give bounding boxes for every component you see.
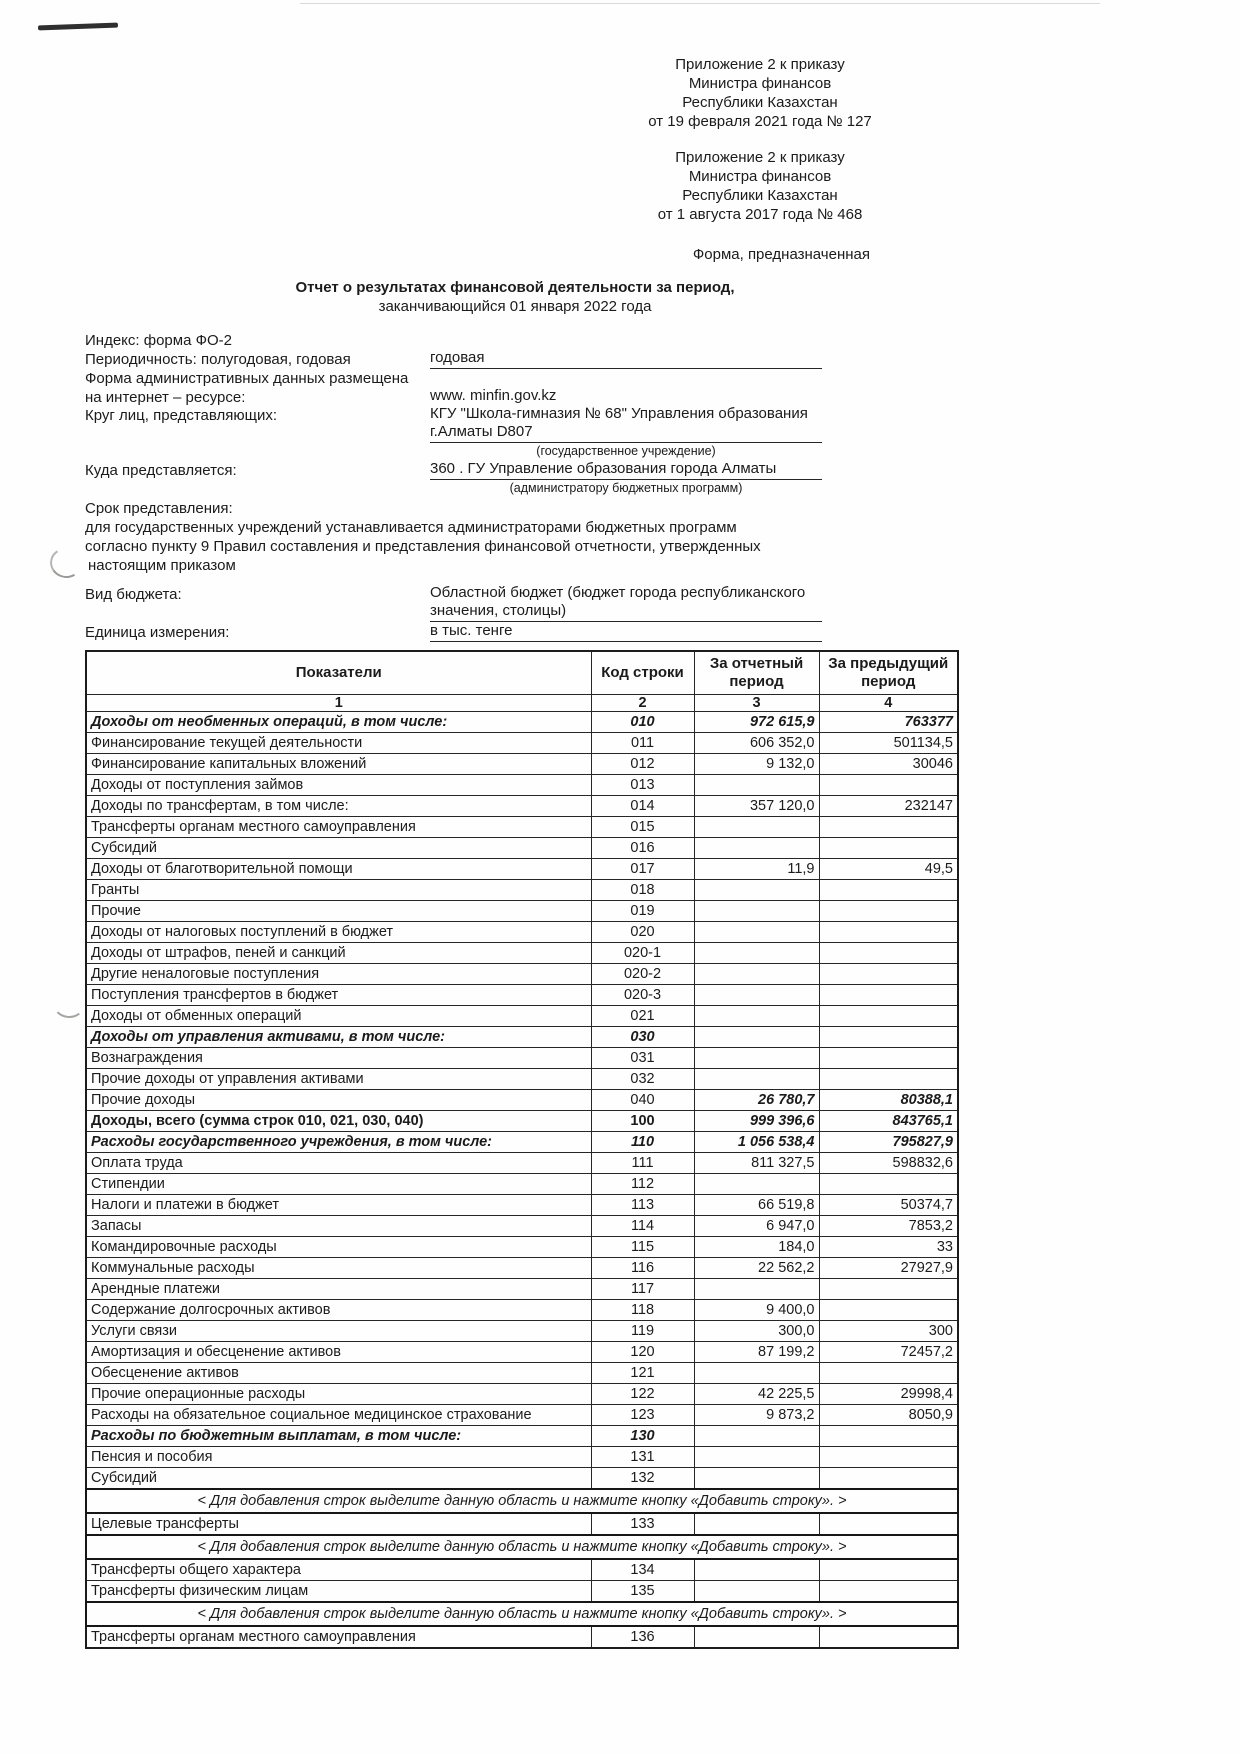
row-current-value: 184,0	[694, 1237, 819, 1258]
row-current-value: 87 199,2	[694, 1342, 819, 1363]
row-code: 120	[591, 1342, 694, 1363]
row-current-value: 11,9	[694, 859, 819, 880]
table-row	[86, 754, 958, 775]
col-header-code: Код строки	[591, 651, 694, 695]
table-row	[86, 1027, 958, 1048]
add-row-hint: < Для добавления строк выделите данную область и нажмите кнопку «Добавить строку». >	[86, 1535, 958, 1559]
row-previous-value: 30046	[819, 754, 958, 775]
row-current-value	[694, 1069, 819, 1090]
table-row	[86, 1384, 958, 1405]
table-row	[86, 1174, 958, 1195]
row-label: Трансферты физическим лицам	[86, 1581, 591, 1603]
row-label: Субсидий	[86, 1468, 591, 1490]
row-label: Прочие	[86, 901, 591, 922]
financial-table	[85, 650, 959, 1649]
row-label: Амортизация и обесценение активов	[86, 1342, 591, 1363]
row-code: 117	[591, 1279, 694, 1300]
row-current-value	[694, 1581, 819, 1603]
form-note: Форма, предназначенная	[692, 246, 870, 263]
table-row	[86, 1300, 958, 1321]
meta-periodicity-value: годовая	[430, 348, 822, 369]
row-label: Вознаграждения	[86, 1048, 591, 1069]
row-code: 118	[591, 1300, 694, 1321]
appendix-2	[590, 148, 930, 224]
appendix-line: от 19 февраля 2021 года № 127	[648, 113, 872, 130]
row-code: 017	[591, 859, 694, 880]
row-label: Командировочные расходы	[86, 1237, 591, 1258]
row-previous-value: 843765,1	[819, 1111, 958, 1132]
table-row	[86, 922, 958, 943]
meta-budget-value-line1: Областной бюджет (бюджет города республиканского	[430, 584, 806, 601]
add-row-band	[86, 1602, 958, 1626]
row-previous-value	[819, 1069, 958, 1090]
table-row	[86, 1426, 958, 1447]
add-row-hint: < Для добавления строк выделите данную область и нажмите кнопку «Добавить строку». >	[86, 1602, 958, 1626]
row-previous-value: 232147	[819, 796, 958, 817]
row-label: Гранты	[86, 880, 591, 901]
row-label: Содержание долгосрочных активов	[86, 1300, 591, 1321]
meta-placement-line1: Форма административных данных размещена	[85, 370, 409, 387]
table-row	[86, 796, 958, 817]
table-row	[86, 1468, 958, 1490]
row-label: Трансферты общего характера	[86, 1559, 591, 1581]
row-current-value	[694, 964, 819, 985]
row-code: 020-1	[591, 943, 694, 964]
row-label: Доходы по трансфертам, в том числе:	[86, 796, 591, 817]
table-row	[86, 838, 958, 859]
row-label: Доходы от поступления займов	[86, 775, 591, 796]
table-row	[86, 1048, 958, 1069]
row-code: 100	[591, 1111, 694, 1132]
table-row	[86, 1513, 958, 1535]
table-row	[86, 1279, 958, 1300]
row-label: Прочие доходы от управления активами	[86, 1069, 591, 1090]
row-previous-value: 795827,9	[819, 1132, 958, 1153]
row-code: 122	[591, 1384, 694, 1405]
meta-deadline-line2: согласно пункту 9 Правил составления и представления финансовой отчетности, утвержденных	[85, 538, 761, 555]
row-current-value	[694, 1363, 819, 1384]
row-code: 123	[591, 1405, 694, 1426]
row-previous-value: 27927,9	[819, 1258, 958, 1279]
appendix-line: Республики Казахстан	[682, 187, 838, 204]
row-previous-value: 8050,9	[819, 1405, 958, 1426]
row-previous-value	[819, 1626, 958, 1648]
row-current-value	[694, 943, 819, 964]
row-code: 132	[591, 1468, 694, 1490]
row-label: Доходы от обменных операций	[86, 1006, 591, 1027]
row-code: 135	[591, 1581, 694, 1603]
row-current-value: 22 562,2	[694, 1258, 819, 1279]
row-previous-value	[819, 1300, 958, 1321]
meta-circle-caption: (государственное учреждение)	[536, 444, 716, 458]
row-label: Трансферты органам местного самоуправления	[86, 1626, 591, 1648]
row-previous-value	[819, 985, 958, 1006]
row-previous-value	[819, 838, 958, 859]
row-current-value: 9 873,2	[694, 1405, 819, 1426]
row-label: Оплата труда	[86, 1153, 591, 1174]
row-code: 136	[591, 1626, 694, 1648]
row-previous-value: 80388,1	[819, 1090, 958, 1111]
add-row-band	[86, 1489, 958, 1513]
row-previous-value	[819, 1048, 958, 1069]
row-previous-value: 49,5	[819, 859, 958, 880]
row-code: 019	[591, 901, 694, 922]
row-label: Поступления трансфертов в бюджет	[86, 985, 591, 1006]
meta-deadline-label: Срок представления:	[85, 500, 233, 517]
row-previous-value	[819, 943, 958, 964]
row-current-value: 811 327,5	[694, 1153, 819, 1174]
row-code: 111	[591, 1153, 694, 1174]
meta-submit-label: Куда представляется:	[85, 462, 237, 479]
table-row	[86, 1258, 958, 1279]
row-current-value	[694, 1279, 819, 1300]
row-previous-value: 33	[819, 1237, 958, 1258]
table-row	[86, 1447, 958, 1468]
row-previous-value: 598832,6	[819, 1153, 958, 1174]
scan-edge-line	[300, 3, 1100, 4]
meta-placement-line2: на интернет – ресурсе:	[85, 389, 246, 406]
table-row	[86, 1216, 958, 1237]
row-code: 121	[591, 1363, 694, 1384]
table-row	[86, 1153, 958, 1174]
row-current-value	[694, 1513, 819, 1535]
row-label: Прочие операционные расходы	[86, 1384, 591, 1405]
scan-curl-mark	[52, 989, 86, 1019]
row-previous-value	[819, 1363, 958, 1384]
row-code: 020-3	[591, 985, 694, 1006]
appendix-1	[590, 55, 930, 131]
table-row	[86, 985, 958, 1006]
appendix-line: Приложение 2 к приказу	[675, 149, 845, 166]
table-row	[86, 1069, 958, 1090]
row-code: 115	[591, 1237, 694, 1258]
table-row	[86, 1132, 958, 1153]
meta-budget-label: Вид бюджета:	[85, 586, 182, 603]
row-current-value: 357 120,0	[694, 796, 819, 817]
row-current-value: 999 396,6	[694, 1111, 819, 1132]
col-number: 3	[694, 695, 819, 712]
col-header-previous-period: За предыдущий период	[819, 651, 958, 695]
row-current-value	[694, 817, 819, 838]
row-label: Пенсия и пособия	[86, 1447, 591, 1468]
col-number: 2	[591, 695, 694, 712]
row-previous-value: 29998,4	[819, 1384, 958, 1405]
add-row-band	[86, 1535, 958, 1559]
row-previous-value: 300	[819, 1321, 958, 1342]
row-code: 021	[591, 1006, 694, 1027]
meta-submit-value: 360 . ГУ Управление образования города Алматы	[430, 459, 822, 480]
table-row	[86, 1342, 958, 1363]
table-row	[86, 1559, 958, 1581]
row-label: Коммунальные расходы	[86, 1258, 591, 1279]
row-current-value: 9 400,0	[694, 1300, 819, 1321]
row-current-value: 300,0	[694, 1321, 819, 1342]
row-current-value	[694, 922, 819, 943]
row-code: 040	[591, 1090, 694, 1111]
row-current-value	[694, 1468, 819, 1490]
table-row	[86, 859, 958, 880]
row-previous-value	[819, 1006, 958, 1027]
row-label: Прочие доходы	[86, 1090, 591, 1111]
row-code: 116	[591, 1258, 694, 1279]
row-label: Расходы по бюджетным выплатам, в том числе:	[86, 1426, 591, 1447]
row-previous-value: 72457,2	[819, 1342, 958, 1363]
row-code: 011	[591, 733, 694, 754]
row-code: 020	[591, 922, 694, 943]
row-label: Расходы государственного учреждения, в том числе:	[86, 1132, 591, 1153]
row-previous-value	[819, 1559, 958, 1581]
scan-pen-mark	[38, 23, 118, 31]
row-code: 018	[591, 880, 694, 901]
row-current-value: 972 615,9	[694, 712, 819, 733]
row-previous-value	[819, 1447, 958, 1468]
meta-budget-value-line2: значения, столицы)	[430, 601, 822, 622]
row-current-value	[694, 775, 819, 796]
row-code: 013	[591, 775, 694, 796]
row-code: 134	[591, 1559, 694, 1581]
row-current-value	[694, 1426, 819, 1447]
table-row	[86, 880, 958, 901]
row-code: 012	[591, 754, 694, 775]
row-label: Расходы на обязательное социальное медицинское страхование	[86, 1405, 591, 1426]
meta-circle-value-line2: г.Алматы D807	[430, 422, 822, 443]
row-label: Другие неналоговые поступления	[86, 964, 591, 985]
table-row	[86, 943, 958, 964]
row-previous-value	[819, 880, 958, 901]
table-row	[86, 775, 958, 796]
row-previous-value	[819, 1468, 958, 1490]
row-code: 010	[591, 712, 694, 733]
row-current-value	[694, 901, 819, 922]
scan-curl-mark	[47, 545, 85, 581]
row-code: 112	[591, 1174, 694, 1195]
appendix-line: Министра финансов	[688, 75, 832, 92]
row-current-value: 26 780,7	[694, 1090, 819, 1111]
row-previous-value: 7853,2	[819, 1216, 958, 1237]
row-previous-value	[819, 964, 958, 985]
row-code: 114	[591, 1216, 694, 1237]
row-current-value	[694, 1626, 819, 1648]
row-current-value	[694, 880, 819, 901]
row-previous-value: 763377	[819, 712, 958, 733]
row-code: 113	[591, 1195, 694, 1216]
row-label: Арендные платежи	[86, 1279, 591, 1300]
row-code: 020-2	[591, 964, 694, 985]
col-header-current-period: За отчетный период	[694, 651, 819, 695]
row-previous-value	[819, 901, 958, 922]
table-row	[86, 1581, 958, 1603]
table-row	[86, 1363, 958, 1384]
appendix-line: Республики Казахстан	[682, 94, 838, 111]
table-row	[86, 817, 958, 838]
row-current-value: 6 947,0	[694, 1216, 819, 1237]
table-row	[86, 1626, 958, 1648]
row-label: Целевые трансферты	[86, 1513, 591, 1535]
column-number-row	[86, 695, 958, 712]
table-row	[86, 901, 958, 922]
row-label: Финансирование капитальных вложений	[86, 754, 591, 775]
row-code: 016	[591, 838, 694, 859]
row-code: 133	[591, 1513, 694, 1535]
row-previous-value	[819, 1581, 958, 1603]
table-row	[86, 1405, 958, 1426]
row-label: Финансирование текущей деятельности	[86, 733, 591, 754]
col-number: 4	[819, 695, 958, 712]
report-title-line2: заканчивающийся 01 января 2022 года	[378, 298, 652, 315]
table-row	[86, 1006, 958, 1027]
col-header-indicators: Показатели	[86, 651, 591, 695]
row-code: 110	[591, 1132, 694, 1153]
appendix-line: Приложение 2 к приказу	[675, 56, 845, 73]
row-previous-value: 50374,7	[819, 1195, 958, 1216]
row-current-value: 66 519,8	[694, 1195, 819, 1216]
row-previous-value	[819, 775, 958, 796]
row-code: 032	[591, 1069, 694, 1090]
row-label: Услуги связи	[86, 1321, 591, 1342]
row-current-value: 1 056 538,4	[694, 1132, 819, 1153]
row-label: Доходы от штрафов, пеней и санкций	[86, 943, 591, 964]
row-label: Доходы от благотворительной помощи	[86, 859, 591, 880]
row-previous-value	[819, 1426, 958, 1447]
row-current-value	[694, 838, 819, 859]
table-row	[86, 1237, 958, 1258]
table-row	[86, 1111, 958, 1132]
table-row	[86, 733, 958, 754]
meta-circle-value-line1: КГУ "Школа-гимназия № 68" Управления образования	[430, 405, 808, 422]
table-row	[86, 712, 958, 733]
row-current-value	[694, 1559, 819, 1581]
appendix-line: Министра финансов	[688, 168, 832, 185]
row-code: 131	[591, 1447, 694, 1468]
row-previous-value: 501134,5	[819, 733, 958, 754]
row-label: Доходы от управления активами, в том числе:	[86, 1027, 591, 1048]
row-code: 014	[591, 796, 694, 817]
report-title-line1: Отчет о результатах финансовой деятельности за период,	[295, 279, 735, 296]
add-row-hint: < Для добавления строк выделите данную область и нажмите кнопку «Добавить строку». >	[86, 1489, 958, 1513]
meta-submit-caption: (администратору бюджетных программ)	[509, 481, 743, 495]
table-row	[86, 1321, 958, 1342]
row-current-value	[694, 1447, 819, 1468]
row-label: Налоги и платежи в бюджет	[86, 1195, 591, 1216]
table-header-row	[86, 651, 958, 695]
row-label: Субсидий	[86, 838, 591, 859]
table-row	[86, 964, 958, 985]
meta-deadline-line1: для государственных учреждений устанавливается администраторами бюджетных программ	[85, 519, 737, 536]
row-code: 015	[591, 817, 694, 838]
row-current-value: 9 132,0	[694, 754, 819, 775]
row-label: Доходы от необменных операций, в том числе:	[86, 712, 591, 733]
row-previous-value	[819, 1513, 958, 1535]
row-code: 119	[591, 1321, 694, 1342]
row-label: Обесценение активов	[86, 1363, 591, 1384]
meta-deadline-line3: настоящим приказом	[88, 557, 236, 574]
row-previous-value	[819, 1027, 958, 1048]
row-code: 030	[591, 1027, 694, 1048]
meta-index: Индекс: форма ФО-2	[85, 332, 232, 349]
row-current-value	[694, 1027, 819, 1048]
meta-unit-value: в тыс. тенге	[430, 621, 822, 642]
row-code: 031	[591, 1048, 694, 1069]
row-previous-value	[819, 1279, 958, 1300]
row-current-value: 606 352,0	[694, 733, 819, 754]
row-current-value	[694, 985, 819, 1006]
row-current-value	[694, 1174, 819, 1195]
row-current-value	[694, 1006, 819, 1027]
row-previous-value	[819, 817, 958, 838]
col-number: 1	[86, 695, 591, 712]
row-label: Стипендии	[86, 1174, 591, 1195]
meta-periodicity-label: Периодичность: полугодовая, годовая	[85, 351, 351, 368]
row-label: Доходы, всего (сумма строк 010, 021, 030, 040)	[86, 1111, 591, 1132]
table-row	[86, 1090, 958, 1111]
table-row	[86, 1195, 958, 1216]
row-current-value: 42 225,5	[694, 1384, 819, 1405]
row-code: 130	[591, 1426, 694, 1447]
row-label: Трансферты органам местного самоуправления	[86, 817, 591, 838]
row-current-value	[694, 1048, 819, 1069]
row-previous-value	[819, 922, 958, 943]
row-label: Запасы	[86, 1216, 591, 1237]
meta-internet-value: www. minfin.gov.kz	[430, 387, 557, 404]
appendix-line: от 1 августа 2017 года № 468	[657, 206, 863, 223]
meta-circle-label: Круг лиц, представляющих:	[85, 407, 278, 424]
row-previous-value	[819, 1174, 958, 1195]
row-label: Доходы от налоговых поступлений в бюджет	[86, 922, 591, 943]
meta-unit-label: Единица измерения:	[85, 624, 230, 641]
